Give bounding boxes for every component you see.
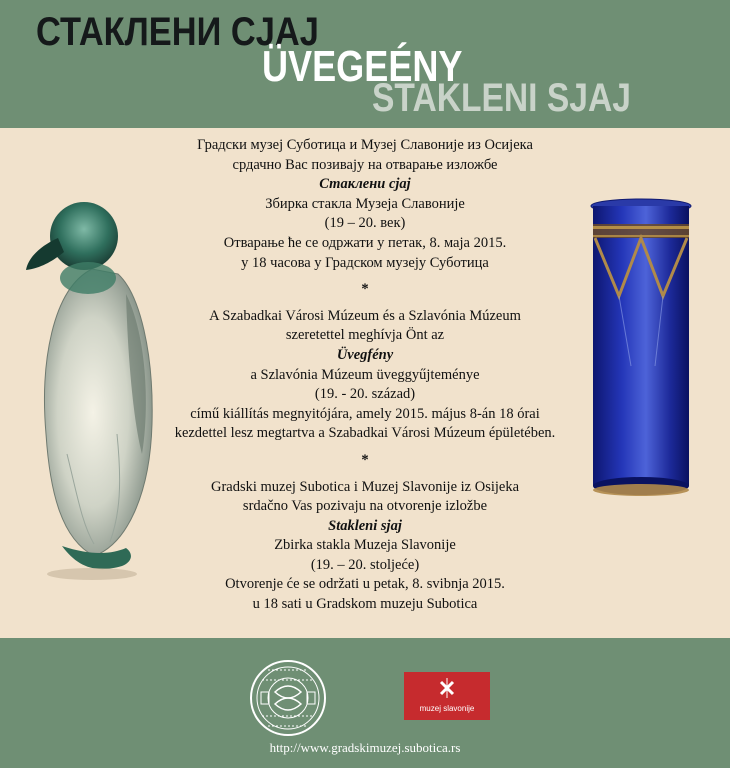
invitation-body [0,128,730,638]
serbian-line: Отварање ће се одржати у петак, 8. маја 2015. [223,234,507,251]
serbian-line: Збирка стакла Музеја Славоније [265,195,465,212]
croatian-line: Gradski muzej Subotica i Muzej Slavonije iz Osijeka [210,478,520,495]
croatian-line: (19. – 20. stoljeće) [310,556,420,573]
muzej-slavonije-mark-icon [404,672,490,704]
website-url[interactable]: http://www.gradskimuzej.subotica.rs [269,740,461,755]
serbian-line: у 18 часова у Градском музеју Суботица [241,254,489,271]
hungarian-line: a Szlavónia Múzeum üveggyűjteménye [250,366,480,383]
serbian-line: срдачно Вас позивају на отварање изложбе [232,156,498,173]
serbian-line: Градски музеј Суботица и Музеј Славоније из Осијека [197,137,533,153]
croatian-exhibition-title: Stakleni sjaj [328,517,402,534]
invitation-text [150,136,580,615]
subotica-museum-seal-icon [248,658,328,738]
hungarian-line: szeretettel meghívja Önt az [285,327,445,344]
separator-star: * [361,281,369,298]
hungarian-line: kezdettel lesz megtartva a Szabadkai Városi Múzeum épületében. [174,425,556,442]
hungarian-exhibition-title: Üvegfény [336,346,394,363]
header-band [0,0,730,128]
muzej-slavonije-logo [404,672,490,720]
serbian-line: (19 – 20. век) [324,215,406,232]
croatian-line: srdačno Vas pozivaju na otvorenje izložbe [242,498,488,515]
serbian-exhibition-title: Стаклени сјај [319,176,411,193]
glass-penguin-image [22,194,162,584]
hungarian-line: (19. - 20. század) [314,386,416,403]
muzej-slavonije-logo-text: muzej slavonije [419,704,475,713]
croatian-line: u 18 sati u Gradskom muzeju Subotica [252,596,478,613]
blue-glass-vase-image [585,196,697,501]
hungarian-line: A Szabadkai Városi Múzeum és a Szlavónia Múzeum [209,307,521,324]
croatian-line: Zbirka stakla Muzeja Slavonije [274,537,456,554]
hungarian-line: című kiállítás megnyitójára, amely 2015. május 8-án 18 órai [190,405,540,422]
separator-star: * [361,451,369,468]
croatian-line: Otvorenje će se održati u petak, 8. svibnja 2015. [225,576,505,593]
title-latin: STAKLENI SJAJ [372,76,631,120]
title-cyrillic: СТАКЛЕНИ СЈАЈ [36,10,319,54]
footer-band [0,638,730,768]
title-hungarian: ÜVEGEÉNY [262,42,463,91]
